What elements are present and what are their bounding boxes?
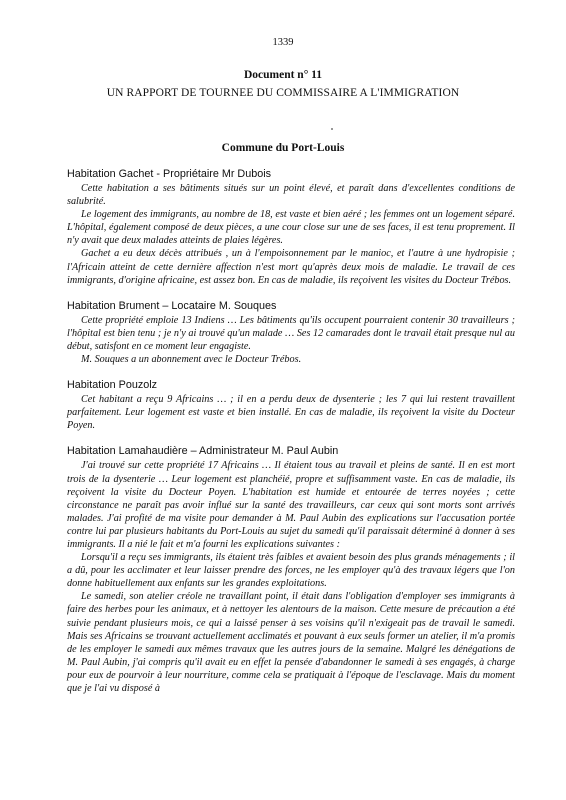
paragraph: Lorsqu'il a reçu ses immigrants, ils étaient très faibles et avaient besoin des plus grands ménagements ; il a dû, pour les acclimater et leur laisser prendre des forces, ne les employer qu'à des travaux légers que l'on donne habituellement aux enfants sur les grandes exploitations. [67,552,515,590]
section-heading: Habitation Lamahaudière – Administrateur M. Paul Aubin [67,445,339,458]
section-pouzolz [67,379,515,432]
paragraph: Le samedi, son atelier créole ne travaillant point, il était dans l'obligation d'employer ses immigrants à faire des herbes pour les animaux, et à nettoyer les alentours de la maison. Cette mesure de précaution a été suivie pendant plusieurs mois, ce qui a laissé penser à ses voisins qu'il n'exigeait pas de travail le samedi. Mais ses Africains se trouvant actuellement acclimatés et pouvant à eux seuls former un atelier, il m'a promis de les employer le samedi aux mêmes travaux que les autres jours de la semaine. Malgré les dénégations de M. Paul Aubin, j'ai compris qu'il avait eu en effet la pensée d'abandonner le samedi à ses engagés, à charge pour eux de pourvoir à leur nourriture, comme cela se pratiquait à l'époque de l'esclavage. Mais du moment que je l'ai vu disposé à [67,591,515,694]
paragraph: Cet habitant a reçu 9 Africains … ; il en a perdu deux de dysenterie ; les 7 qui lui restent travaillent parfaitement. Leur logement est vaste et bien installé. En cas de maladie, ils reçoivent la visite du Docteur Poyen. [67,394,515,432]
page-number: 1339 [272,37,294,48]
paragraph: Le logement des immigrants, au nombre de 18, est vaste et bien aéré ; les femmes ont un logement séparé. L'hôpital, également composé de deux pièces, a une cour close sur une de ses faces, il est tenu proprement. Il n'y avait que deux malades atteints de plaies légères. [67,209,515,247]
section-lamahaudiere [67,445,515,695]
section-heading: Habitation Gachet - Propriétaire Mr Dubois [67,168,272,180]
commune-heading: Commune du Port-Louis [221,142,345,154]
paragraph: Gachet a eu deux décès attribués , un à l'empoisonnement par le manioc, et l'autre à une hydropisie ; l'Africain atteint de cette dernière affection n'est mort qu'après deux mois de maladie. Le travail de ces immigrants, d'origine africaine, est assez bon. En cas de maladie, ils reçoivent les visites du Docteur Trébos. [67,248,515,286]
paragraph: J'ai trouvé sur cette propriété 17 Africains … Il étaient tous au travail et pleins de santé. Il en est mort trois de la dysenterie … Leur logement est planchéié, propre et suffisamment vaste. En cas de maladie, ils reçoivent la visite du Docteur Poyen. L'habitation est humide et entourée de terres noyées ; cette circonstance ne paraît pas avoir influé sur la santé des travailleurs, car ceux qui sont morts sont arrivés malades. J'ai profité de ma visite pour demander à M. Paul Aubin des explications sur l'accusation portée contre lui par plusieurs habitants du Port-Louis au sujet du samedi qu'il paraissait déterminé à donner à ses immigrants. Il a nié le fait et m'a fourni les explications suivantes : [67,460,515,550]
stray-mark [331,128,333,130]
document-body [67,168,515,708]
section-heading: Habitation Pouzolz [67,379,158,392]
section-heading: Habitation Brument – Locataire M. Souques [67,299,277,312]
paragraph: Cette propriété emploie 13 Indiens … Les bâtiments qu'ils occupent pourraient contenir 30 travailleurs ; l'hôpital est bien tenu ; je n'y ai trouvé qu'un malade … Ses 12 camarades dont le travail était presque nul au début, satisfont en ce moment leur engagiste. [67,314,515,352]
document-title: UN RAPPORT DE TOURNEE DU COMMISSAIRE A L'IMMIGRATION [106,87,460,99]
document-number: Document n° 11 [243,69,323,81]
section-brument [67,300,515,366]
paragraph: Cette habitation a ses bâtiments situés sur un point élevé, et paraît dans d'excellentes conditions de salubrité. [67,183,515,208]
section-gachet [67,168,515,287]
paragraph: M. Souques a un abonnement avec le Docteur Trébos. [81,354,302,366]
